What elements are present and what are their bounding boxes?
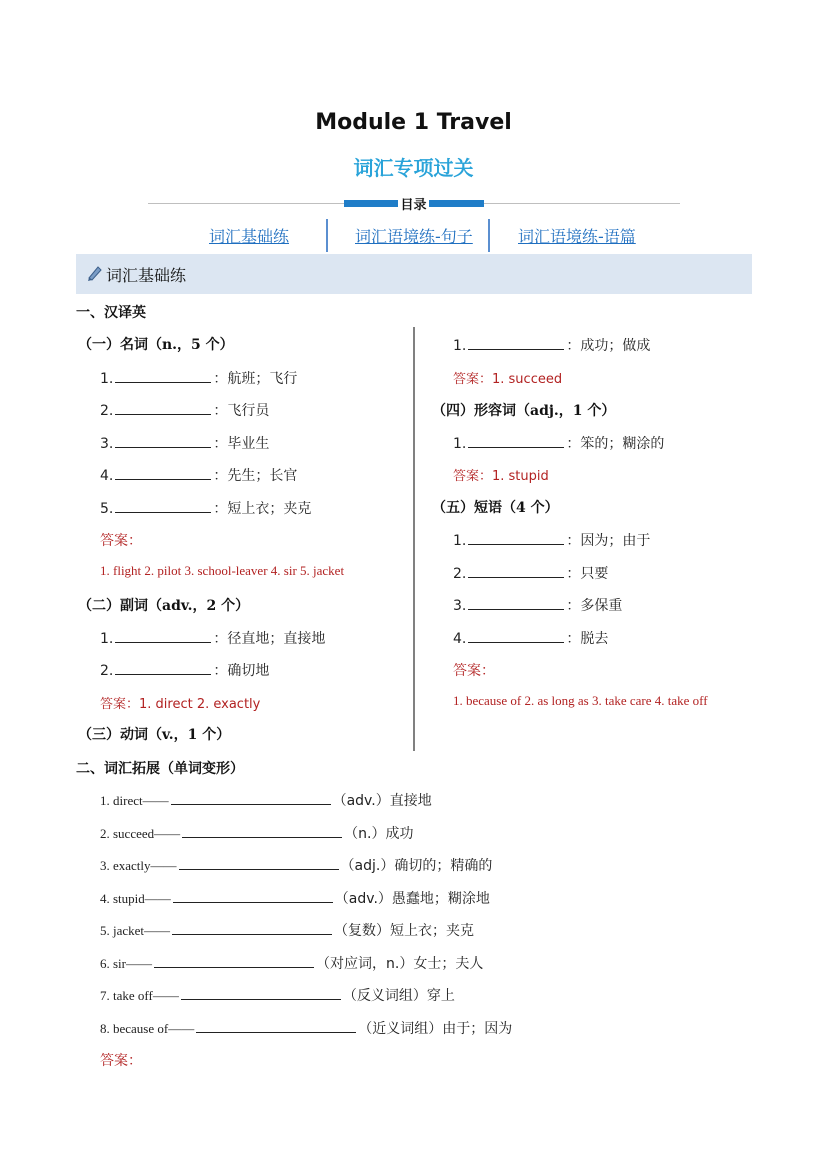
answer-blank[interactable]	[115, 433, 211, 448]
answer-label: 答案：	[100, 533, 142, 549]
list-item: 4. ：先生；长官	[100, 465, 297, 485]
list-item: 3. ：毕业生	[100, 433, 269, 453]
answer-blank[interactable]	[468, 335, 564, 350]
list-item: 3. exactly—— （adj.）确切的；精确的	[100, 855, 492, 875]
toc-link-basic[interactable]: 词汇基础练	[209, 227, 290, 246]
answer-text: 1. because of 2. as long as 3. take care 4. take off	[453, 693, 708, 708]
phrases-heading: （五）短语（4 个）	[432, 500, 559, 516]
toc-link-passage[interactable]: 词汇语境练-语篇	[518, 227, 636, 246]
list-item: 2. ：确切地	[100, 660, 269, 680]
answer-blank[interactable]	[173, 888, 333, 903]
answer-blank[interactable]	[171, 790, 331, 805]
answer-blank[interactable]	[179, 855, 339, 870]
answer-blank[interactable]	[196, 1018, 356, 1033]
toc-separator	[488, 219, 490, 252]
section-header-title: 词汇基础练	[106, 266, 187, 285]
toc-link-sentence[interactable]: 词汇语境练-句子	[355, 227, 473, 246]
answer-blank[interactable]	[154, 953, 314, 968]
pencil-icon	[86, 264, 104, 282]
answer-blank[interactable]	[468, 530, 564, 545]
answer-blank[interactable]	[115, 628, 211, 643]
list-item: 2. ：只要	[453, 563, 608, 583]
list-item: 8. because of—— （近义词组）由于；因为	[100, 1018, 512, 1038]
answer-blank[interactable]	[172, 920, 332, 935]
answer-label: 答案：	[453, 663, 495, 679]
verbs-heading: （三）动词（v.，1 个）	[78, 727, 231, 743]
page-title: Module 1 Travel	[315, 110, 512, 135]
list-item: 6. sir—— （对应词，n.）女士；夫人	[100, 953, 483, 973]
column-divider	[413, 327, 415, 751]
answer-blank[interactable]	[468, 433, 564, 448]
answer-blank[interactable]	[181, 985, 341, 1000]
page-subtitle: 词汇专项过关	[353, 156, 474, 180]
list-item: 1. direct—— （adv.）直接地	[100, 790, 432, 810]
nouns-heading: （一）名词（n.，5 个）	[78, 337, 234, 353]
answer-blank[interactable]	[115, 660, 211, 675]
list-item: 1. ：笨的；糊涂的	[453, 433, 664, 453]
list-item: 2. ：飞行员	[100, 400, 269, 420]
toc-separator	[326, 219, 328, 252]
answer-label: 答案：	[100, 1053, 142, 1069]
list-item: 1. ：成功；做成	[453, 335, 650, 355]
answer-text: 1. flight 2. pilot 3. school-leaver 4. sir 5. jacket	[100, 563, 345, 578]
list-item: 1. ：航班；飞行	[100, 368, 297, 388]
answer-blank[interactable]	[115, 465, 211, 480]
answer-blank[interactable]	[115, 498, 211, 513]
list-item: 3. ：多保重	[453, 595, 622, 615]
list-item: 2. succeed—— （n.）成功	[100, 823, 413, 843]
answer-blank[interactable]	[115, 368, 211, 383]
list-item: 7. take off—— （反义词组）穿上	[100, 985, 455, 1005]
answer-blank[interactable]	[468, 563, 564, 578]
answer-blank[interactable]	[182, 823, 342, 838]
list-item: 4. ：脱去	[453, 628, 608, 648]
list-item: 5. jacket—— （复数）短上衣；夹克	[100, 920, 474, 940]
adjectives-heading: （四）形容词（adj.，1 个）	[432, 403, 616, 419]
list-item: 1. ：径直地；直接地	[100, 628, 325, 648]
toc-label: 目录	[400, 198, 427, 213]
answer-blank[interactable]	[115, 400, 211, 415]
list-item: 4. stupid—— （adv.）愚蠢地；糊涂地	[100, 888, 490, 908]
list-item: 5. ：短上衣；夹克	[100, 498, 311, 518]
answer-text: 答案：1. direct 2. exactly	[100, 697, 261, 712]
answer-blank[interactable]	[468, 628, 564, 643]
answer-text: 答案：1. succeed	[453, 372, 563, 387]
list-item: 1. ：因为；由于	[453, 530, 650, 550]
answer-text: 答案：1. stupid	[453, 469, 549, 484]
adverbs-heading: （二）副词（adv.，2 个）	[78, 598, 250, 614]
answer-blank[interactable]	[468, 595, 564, 610]
part1-heading: 一、汉译英	[76, 305, 146, 321]
part2-heading: 二、词汇拓展（单词变形）	[76, 761, 244, 777]
